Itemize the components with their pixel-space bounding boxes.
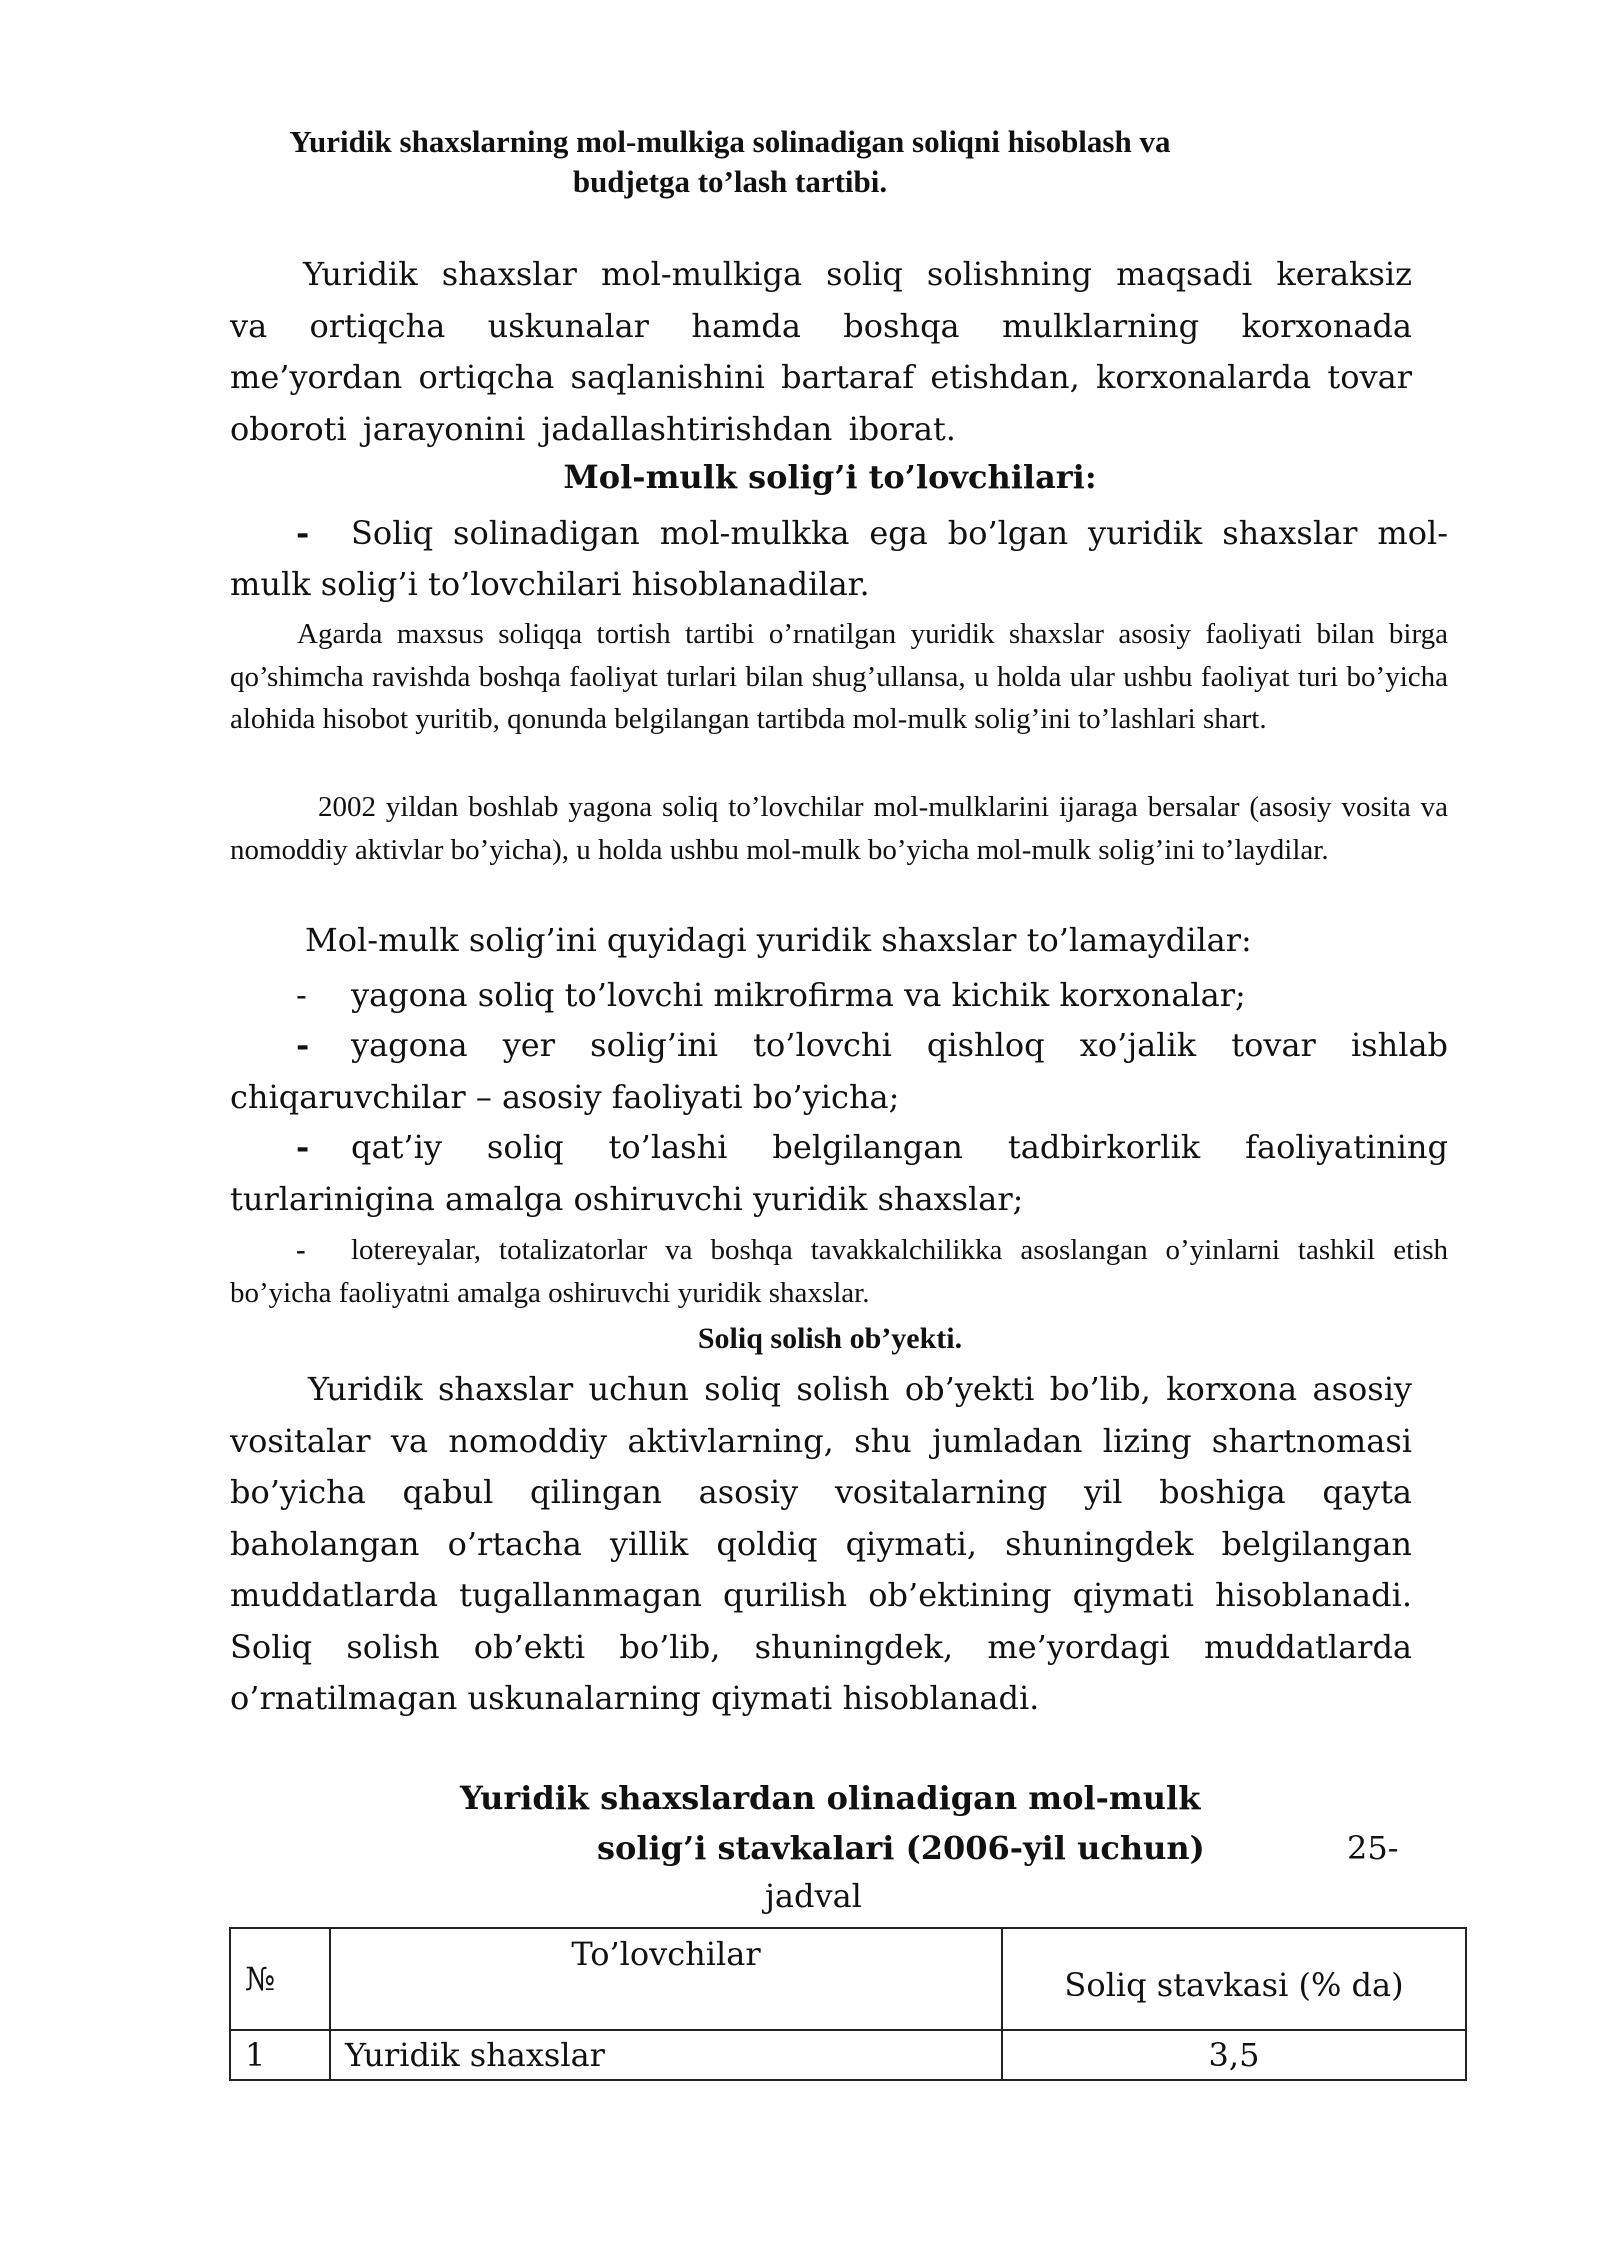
title-line-2: budjetga to’lash tartibi. — [572, 164, 888, 199]
exempt-intro: Mol-mulk solig’ini quyidagi yuridik shaxslar to’lamaydilar: — [305, 921, 1252, 959]
intro-paragraph: Yuridik shaxslar mol-mulkiga soliq solishning maqsadi keraksiz va ortiqcha uskunalar hamda boshqa mulklarning korxonada me’yordan ortiqcha saqlanishini bartaraf etishdan, korxonalarda tovar oboroti jarayonini jadallashtirishdan iborat. — [230, 255, 1412, 448]
exempt-item-text: qat’iy soliq to’lashi belgilangan tadbirkorlik faoliyatining turlarinigina amalga oshiruvchi yuridik shaxslar; — [230, 1128, 1448, 1218]
object-paragraph: Yuridik shaxslar uchun soliq solish ob’yekti bo’lib, korxona asosiy vositalar va nomoddiy aktivlarning, shu jumladan lizing shartnomasi bo’yicha qabul qilingan asosiy vositalarning yil boshiga qayta baholangan o’rtacha yillik qoldiq qiymati, shuningdek belgilangan muddatlarda tugallanmagan qurilish ob’ektining qiymati hisoblanadi. Soliq solish ob’ekti bo’lib, shuningdek, me’yordagi muddatlarda o’rnatilmagan uskunalarning qiymati hisoblanadi. — [230, 1370, 1412, 1717]
document-title — [230, 122, 1230, 202]
list-dash: - — [296, 514, 310, 552]
exempt-item — [230, 1229, 1448, 1315]
table-row — [230, 2030, 1466, 2080]
exempt-item-text: lotereyalar, totalizatorlar va boshqa tavakkalchilikka asoslangan o’yinlarni tashkil etish bo’yicha faoliyatni amalga oshiruvchi yuridik shaxslar. — [230, 1234, 1448, 1309]
payers-item — [230, 508, 1448, 610]
list-dash: - — [296, 1026, 310, 1064]
table-title-line-2: solig’i stavkalari (2006-yil uchun) — [597, 1829, 1205, 1867]
agarda-paragraph: Agarda maxsus soliqqa tortish tartibi o’rnatilgan yuridik shaxslar asosiy faoliyati bilan birga qo’shimcha ravishda boshqa faoliyat turlari bilan shug’ullansa, u holda ular ushbu faoliyat turi bo’yicha alohida hisobot yuritib, qonunda belgilangan tartibda mol-mulk solig’ini to’lashlari shart. — [230, 618, 1448, 735]
row-number: 1 — [230, 2030, 330, 2080]
title-line-1: Yuridik shaxslarning mol-mulkiga solinadigan soliqni hisoblash va — [289, 124, 1171, 159]
exempt-item-text: yagona soliq to’lovchi mikrofirma va kichik korxonalar; — [351, 976, 1246, 1014]
list-dash: - — [296, 1234, 306, 1266]
payers-item-text: Soliq solinadigan mol-mulkka ega bo’lgan yuridik shaxslar mol-mulk solig’i to’lovchilari hisoblanadilar. — [230, 514, 1448, 603]
table-jadval-label: jadval — [765, 1877, 862, 1915]
list-dash: - — [296, 1128, 310, 1166]
object-heading: Soliq solish ob’yekti. — [697, 1322, 963, 1355]
header-number: № — [230, 1928, 330, 2030]
header-rate: Soliq stavkasi (% da) — [1002, 1928, 1466, 2030]
table-number: 25- — [1347, 1829, 1399, 1867]
exempt-item — [230, 970, 1448, 1021]
table-header-row — [230, 1928, 1466, 2030]
exempt-item — [230, 1020, 1448, 1123]
list-dash: - — [296, 976, 307, 1014]
exempt-item — [230, 1122, 1448, 1225]
payers-heading: Mol-mulk solig’i to’lovchilari: — [563, 458, 1097, 496]
header-payers: To’lovchilar — [330, 1928, 1002, 2030]
year-2002-paragraph: 2002 yildan boshlab yagona soliq to’lovchilar mol-mulklarini ijaraga bersalar (asosiy vosita va nomoddiy aktivlar bo’yicha), u holda ushbu mol-mulk bo’yicha mol-mulk solig’ini to’laydilar. — [230, 791, 1448, 866]
exempt-item-text: yagona yer solig’ini to’lovchi qishloq xo’jalik tovar ishlab chiqaruvchilar – asosiy faoliyati bo’yicha; — [230, 1026, 1448, 1116]
tax-rates-table — [229, 1927, 1467, 2081]
row-rate: 3,5 — [1002, 2030, 1466, 2080]
row-payer: Yuridik shaxslar — [330, 2030, 1002, 2080]
table-title-line-1: Yuridik shaxslardan olinadigan mol-mulk — [460, 1779, 1201, 1817]
